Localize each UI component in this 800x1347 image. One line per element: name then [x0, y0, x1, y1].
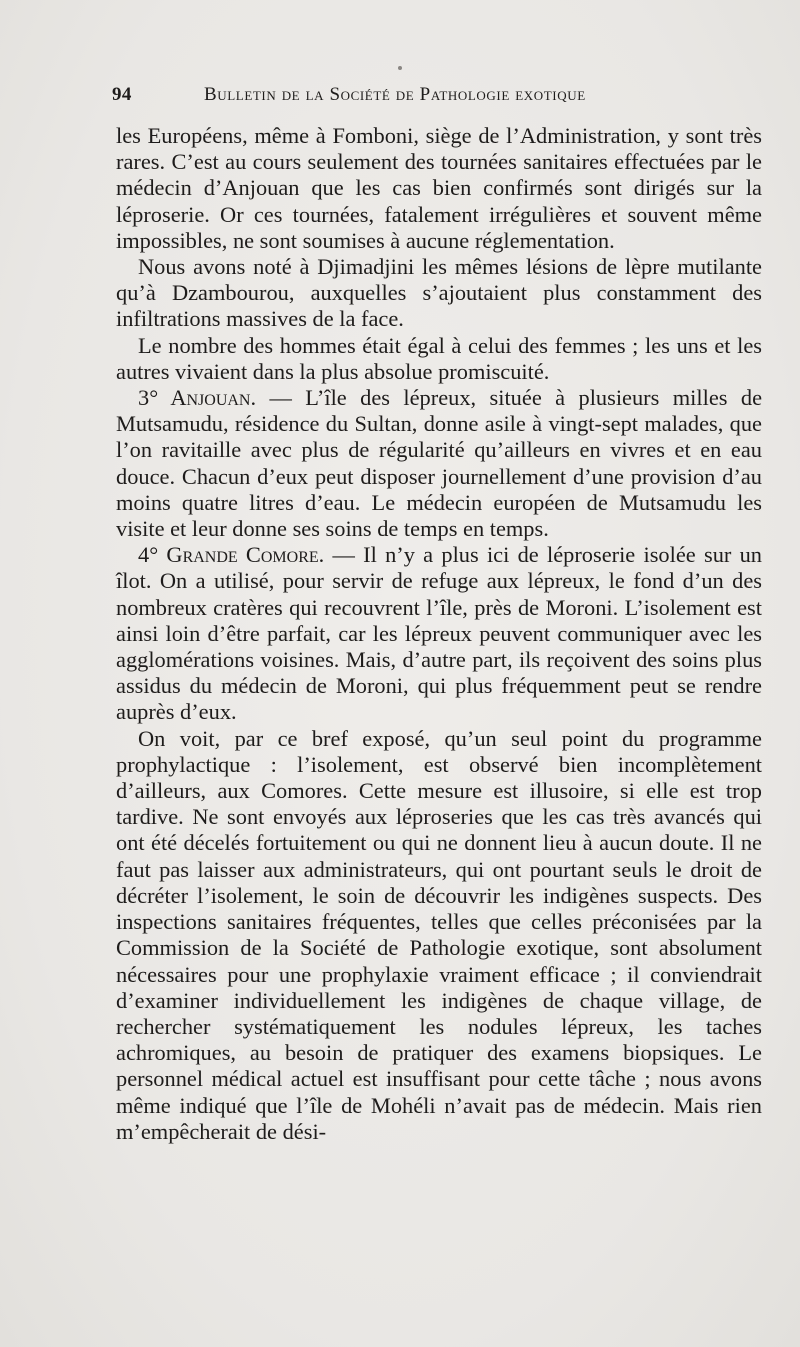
body-text: [116, 123, 762, 1145]
paragraph-anjouan: [116, 385, 762, 542]
paragraph-continuation: [116, 123, 762, 254]
paragraph-grande-comore: [116, 542, 762, 725]
ink-dot: [398, 66, 402, 70]
paragraph-conclusion: [116, 726, 762, 1145]
page-header: [112, 84, 672, 114]
paragraph-text: — L’île des lépreux, située à plusieurs milles de Mutsamudu, résidence du Sultan, donne asile à vingt-sept malades, que l’on ravitaille avec plus de régularité qu’ailleurs en vivres et en eau douce. Chacun d’eux peut disposer journellement d’une provision d’au moins quatre litres d’eau. Le médecin européen de Mutsamudu les visite et leur donne ses soins de temps en temps.: [116, 385, 763, 542]
paragraph-text: — Il n’y a plus ici de léproserie isolée sur un îlot. On a utilisé, pour servir de refuge aux lépreux, le fond d’un des nombreux cratères qui recouvrent l’île, près de Moroni. L’isolement est ainsi loin d’être parfait, car les lépreux peuvent communiquer avec les agglomérations voisines. Mais, d’autre part, ils reçoivent des soins plus assidus du médecin de Moroni, qui plus fréquemment peut se rendre auprès d’eux.: [116, 542, 762, 725]
paragraph-text: Le nombre des hommes était égal à celui des femmes ; les uns et les autres vivaient dans la plus absolue promiscuité.: [116, 332, 762, 384]
paragraph-population: [116, 333, 762, 385]
page-number: 94: [112, 84, 132, 105]
running-title: Bulletin de la Société de Pathologie exotique: [204, 84, 586, 105]
paragraph-text: On voit, par ce bref exposé, qu’un seul point du programme prophylactique : l’isolement, est observé bien incomplètement d’ailleurs, aux Comores. Cette mesure est illusoire, si elle est trop tardive. Ne sont envoyés aux léproseries que les cas très avancés qui ont été décelés fortuitement ou qui ne donnent lieu à aucun doute. Il ne faut pas laisser aux administrateurs, qui ont pourtant seuls le droit de décréter l’isolement, le soin de découvrir les indigènes suspects. Des inspections sanitaires fréquentes, telles que celles préconisées par la Commission de la Société de Pathologie exotique, sont absolument nécessaires pour une prophylaxie vraiment efficace ; il conviendrait d’examiner individuellement les indigènes de chaque village, de rechercher systématiquement les nodules lépreux, les taches achromiques, au besoin de pratiquer des examens biopsiques. Le personnel médical actuel est insuffisant pour cette tâche ; nous avons même indiqué que l’île de Mohéli n’avait pas de médecin. Mais rien m’empêcherait de dési-: [116, 725, 762, 1144]
paragraph-djimadjini-lesions: [116, 254, 762, 333]
paragraph-text: Nous avons noté à Djimadjini les mêmes lésions de lèpre mutilante qu’à Dzambourou, auxquelles s’ajoutaient plus constamment des infiltrations massives de la face.: [116, 254, 762, 332]
section-lead-anjouan: 3° Anjouan.: [138, 385, 257, 411]
section-lead-grande-comore: 4° Grande Comore.: [138, 542, 325, 568]
paragraph-text: les Européens, même à Fomboni, siège de l’Administration, y sont très rares. C’est au cours seulement des tournées sanitaires effectuées par le médecin d’Anjouan que les cas bien confirmés sont dirigés sur la léproserie. Or ces tournées, fatalement irrégulières et souvent même impossibles, ne sont soumises à aucune réglementation.: [116, 123, 762, 253]
